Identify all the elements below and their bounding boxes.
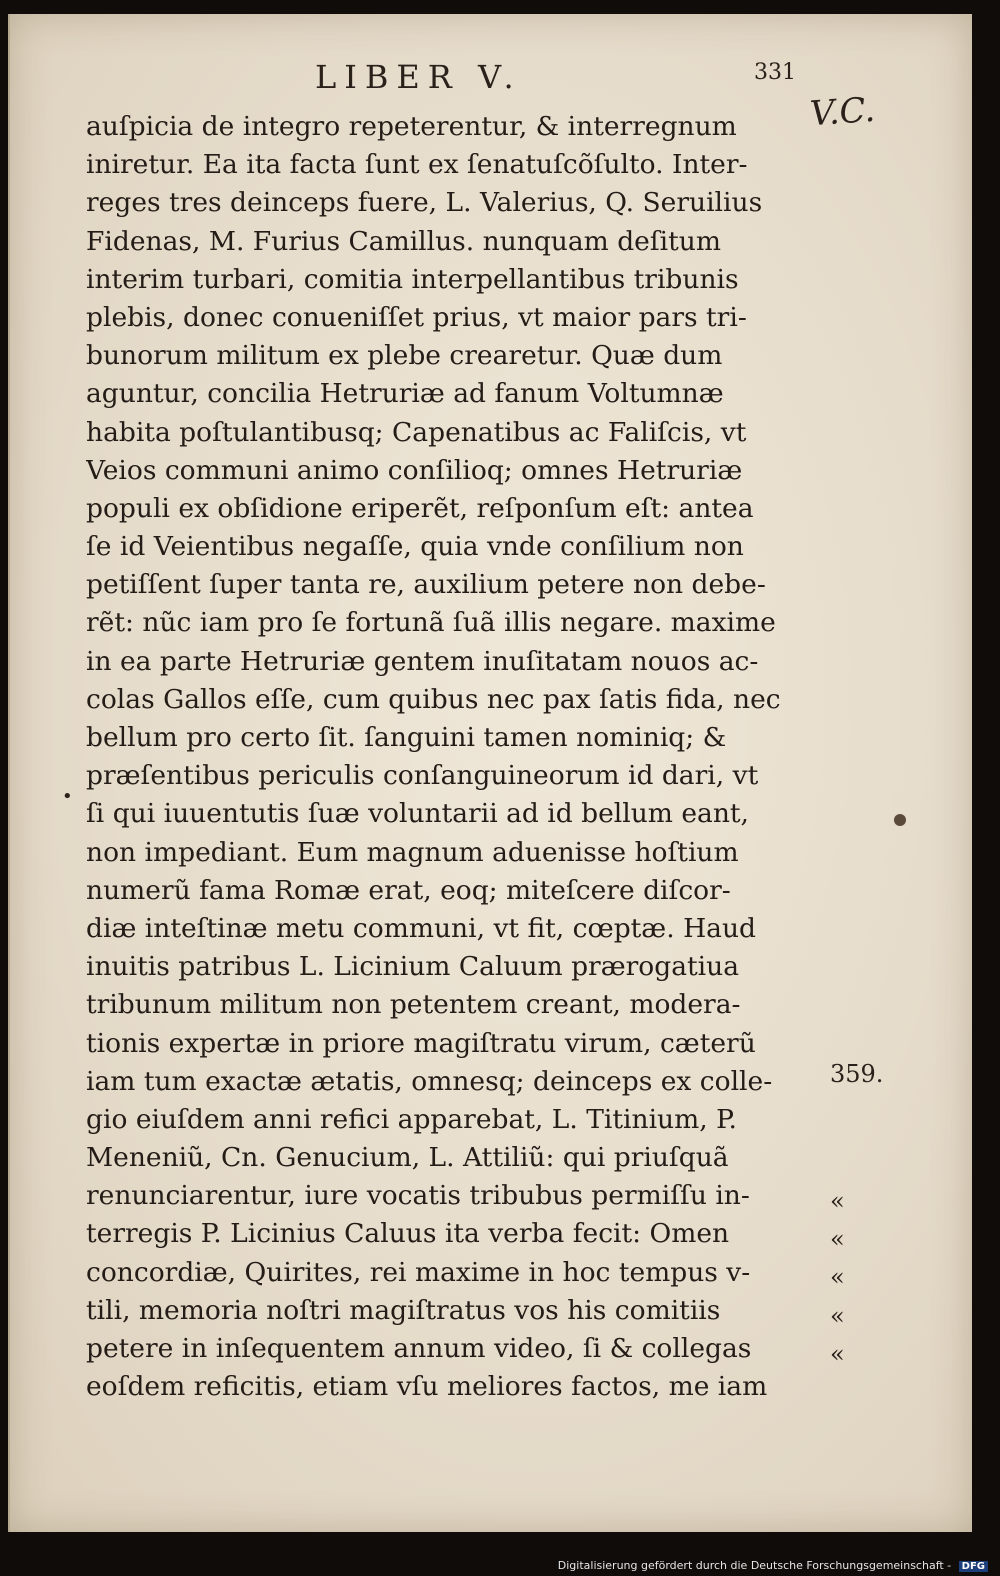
body-text: [86, 108, 816, 1406]
text-line: tionis expertæ in priore magiſtratu virum, cæterũ: [86, 1027, 756, 1059]
text-line: concordiæ, Quirites, rei maxime in hoc tempus v-: [86, 1256, 751, 1288]
quote-marks-column: [830, 1182, 860, 1373]
text-line: interim turbari, comitia interpellantibus tribunis: [86, 263, 739, 295]
margin-bullet: •: [62, 786, 73, 807]
text-line: petere in inſequentem annum video, ſi & collegas: [86, 1333, 752, 1364]
text-line: terregis P. Licinius Caluus ita verba fecit: Omen: [86, 1218, 730, 1250]
text-line: in ea parte Hetruriæ gentem inuſitatam nouos ac-: [86, 645, 759, 677]
quote-mark: «: [830, 1263, 845, 1292]
quote-mark: «: [830, 1187, 845, 1215]
digitization-credit: [558, 1559, 988, 1572]
quote-mark: «: [830, 1339, 845, 1368]
page-number: 331: [754, 60, 796, 85]
ink-spot: [894, 814, 906, 826]
text-line: gio eiuſdem anni refici apparebat, L. Titinium, P.: [86, 1103, 737, 1135]
text-line: populi ex obſidione eriperẽt, reſponſum eſt: antea: [86, 492, 754, 524]
text-line: inuitis patribus L. Licinium Caluum prærogatiua: [86, 951, 739, 983]
text-line: præſentibus periculis conſanguineorum id dari, vt: [86, 760, 759, 792]
text-line: auſpicia de integro repeterentur, & interregnum: [86, 111, 737, 142]
running-head: LIBER V.: [315, 58, 522, 96]
text-line: bellum pro certo ſit. ſanguini tamen nominiq; &: [86, 722, 727, 753]
margin-note-year: 359.: [830, 1060, 884, 1088]
text-line: petiſſent ſuper tanta re, auxilium petere non debe-: [86, 569, 766, 601]
text-line: aguntur, concilia Hetruriæ ad fanum Voltumnæ: [86, 378, 724, 410]
quote-mark: «: [830, 1301, 845, 1330]
text-line: iam tum exactæ ætatis, omnesq; deinceps ex colle-: [86, 1065, 773, 1097]
text-line: bunorum militum ex plebe crearetur. Quæ dum: [86, 340, 723, 372]
text-line: Meneniũ, Cn. Genucium, L. Attiliũ: qui priuſquã: [86, 1142, 729, 1174]
text-line: non impediant. Eum magnum aduenisse hoſtium: [86, 836, 739, 868]
text-line: colas Gallos eſſe, cum quibus nec pax ſatis fida, nec: [86, 683, 781, 715]
text-line: renunciarentur, iure vocatis tribubus permiſſu in-: [86, 1180, 750, 1212]
text-line: eoſdem reficitis, etiam vſu meliores factos, me iam: [86, 1371, 768, 1403]
text-line: rẽt: nũc iam pro ſe fortunã ſuã illis negare. maxime: [86, 607, 776, 639]
text-line: Fidenas, M. Furius Camillus. nunquam deſitum: [86, 225, 721, 257]
text-line: Veios communi animo conſilioq; omnes Hetruriæ: [86, 454, 743, 486]
dfg-logo: DFG: [959, 1561, 988, 1572]
text-line: ſe id Veientibus negaſſe, quia vnde conſilium non: [86, 531, 744, 563]
margin-note-vc: V.C.: [808, 89, 877, 135]
text-line: iniretur. Ea ita facta ſunt ex ſenatuſcõſulto. Inter-: [86, 149, 748, 181]
text-line: tili, memoria noſtri magiſtratus vos his comitiis: [86, 1294, 721, 1326]
text-line: diæ inteſtinæ metu communi, vt fit, cœptæ. Haud: [86, 912, 757, 944]
text-line: reges tres deinceps fuere, L. Valerius, Q. Seruilius: [86, 187, 763, 219]
text-line: habita poſtulantibusq; Capenatibus ac Faliſcis, vt: [86, 416, 747, 448]
text-line: ſi qui iuuentutis ſuæ voluntarii ad id bellum eant,: [86, 798, 749, 830]
book-page: [8, 14, 972, 1532]
text-line: plebis, donec conueniſſet prius, vt maior pars tri-: [86, 301, 747, 333]
text-line: tribunum militum non petentem creant, modera-: [86, 989, 741, 1021]
credit-text: Digitalisierung gefördert durch die Deutsche Forschungsgemeinschaft -: [557, 1559, 952, 1572]
quote-mark: «: [830, 1225, 845, 1254]
text-line: numerũ fama Romæ erat, eoq; miteſcere diſcor-: [86, 874, 731, 906]
